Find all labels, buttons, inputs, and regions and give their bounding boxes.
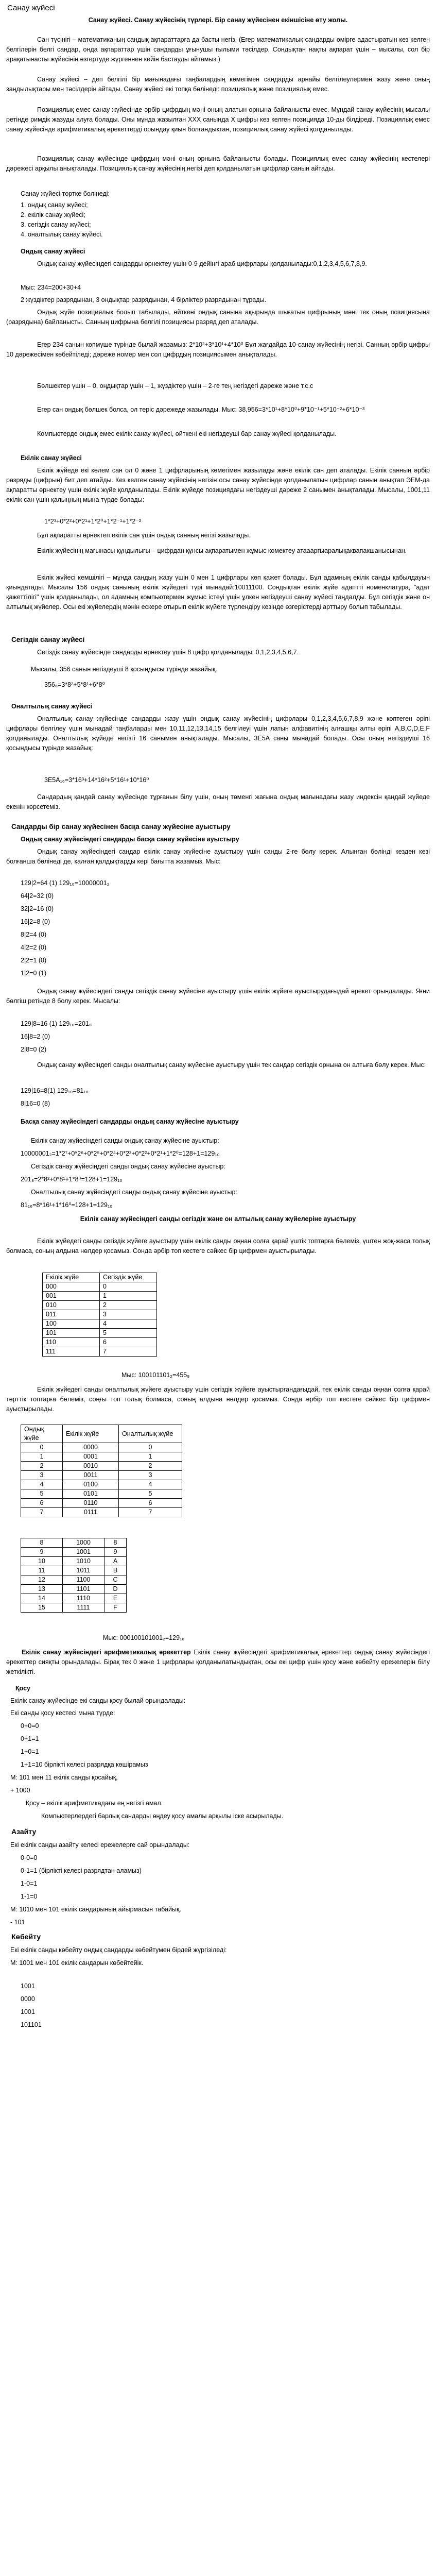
table-cell: 8 — [104, 1538, 127, 1548]
conversion-subheading-decimal-to-other: Ондық санау жүйесіндегі сандарды басқа санау жүйесіне ауыстыру — [21, 836, 239, 843]
table-row — [21, 1603, 127, 1613]
table-row — [21, 1557, 127, 1566]
conversion-paragraph-1: Ондық санау жүйесіндегі сандар екілік санау жүйесіне ауыстыру үшін санды 2-ге бөлу керек. Алынған бөлінді кезден кезі болғанша бөлінеді де, қалған қалдықтарды кері бағытта жазамыз. Мыс: — [6, 848, 430, 865]
table-cell: 3 — [119, 1471, 182, 1480]
binary-formula: 1*2³+0*2²+0*2¹+1*2⁰+1*2⁻¹+1*2⁻² — [44, 518, 142, 525]
table-cell: 001 — [43, 1292, 100, 1301]
conversion-paragraph-7: Екілік жүйедегі санды сегіздік жүйеге ауыстыру үшін екілік санды оңнан солға қарай үштік топтарға бөлеміз, үштен жоқ-жаса толық болмаса, соның алдына нөлдер қосамыз. Сонда әрбір топ кестеге сәйкес бір цифрмен ауыстырылады. — [6, 1238, 430, 1255]
table-cell: 15 — [21, 1603, 63, 1613]
table-header-row — [21, 1425, 182, 1443]
conversion-formula-binary: 10000001₂=1*2⁷+0*2⁶+0*2⁵+0*2⁴+0*2³+0*2²+0*2¹+1*2⁰=128+1=129₁₀ — [21, 1150, 220, 1157]
table-cell: 13 — [21, 1585, 63, 1594]
division-line: 129|8=16 (1) 129₁₀=201₈ — [21, 1020, 92, 1027]
table-cell: 7 — [21, 1508, 63, 1517]
subtraction-paragraph: Екі екілік санды азайту келесі ережелерге сай орындалады: — [10, 1841, 190, 1849]
decimal-example-1: Мыс: 234=200+30+4 — [21, 284, 81, 291]
conversion-heading: Сандарды бір санау жүйесінен басқа санау жүйесіне ауыстыру — [11, 823, 231, 831]
division-line: 2|8=0 (2) — [21, 1046, 47, 1053]
table-cell: 2 — [100, 1301, 157, 1310]
multiplication-line: 1001 — [21, 1982, 35, 1990]
arithmetic-heading: Екілік санау жүйесіндегі арифметикалық әрекеттер — [22, 1649, 191, 1656]
decimal-binary-hex-table-continued — [21, 1538, 127, 1613]
system-list-item: 1. ондық санау жүйесі; — [21, 201, 88, 209]
table-cell: 9 — [104, 1548, 127, 1557]
decimal-heading: Ондық санау жүйесі — [21, 248, 85, 255]
division-line: 16|8=2 (0) — [21, 1033, 50, 1040]
table-cell: 1110 — [63, 1594, 104, 1603]
table-cell: 12 — [21, 1575, 63, 1585]
table-cell: 0111 — [63, 1508, 119, 1517]
table-cell: F — [104, 1603, 127, 1613]
conversion-formula-hex: 81₁₆=8*16¹+1*16⁰=128+1=129₁₀ — [21, 1201, 113, 1209]
table-cell: 1010 — [63, 1557, 104, 1566]
table-header-cell: Сегіздік жүйе — [100, 1273, 157, 1282]
decimal-paragraph-6: Егер сан ондық бөлшек болса, ол теріс дәрежеде жазылады. Мыс: 38,956=3*10¹+8*10⁰+9*10⁻¹+5*10⁻²+6*10⁻³ — [37, 406, 365, 413]
hex-heading: Оналтылық санау жүйесі — [11, 703, 93, 710]
multiplication-line: 1001 — [21, 2008, 35, 2015]
table-cell: B — [104, 1566, 127, 1575]
table-cell: 0001 — [63, 1452, 119, 1462]
table-row — [21, 1594, 127, 1603]
table-cell: 011 — [43, 1310, 100, 1319]
conversion-paragraph-8: Екілік жүйедегі санды оналтылық жүйеге ауыстыру үшін сегіздік жүйеге ауыстырғандағыдай, тек екілік санды оңнан солға қарай төрттік топтарға бөлеміз, соңғы топ толық болмаса, соның алдына нөлдер қосамыз. Сонда әрбір топ кестеге сәйкес бір цифрмен ауыстырылады. — [6, 1386, 430, 1413]
multiplication-paragraph: Екі екілік санды көбейту ондық сандарды көбейтумен бірдей жүргізіледі: — [10, 1946, 227, 1954]
subtraction-rule: 0-1=1 (бірлікті келесі разрядтан аламыз) — [21, 1867, 142, 1874]
table-cell: 101 — [43, 1329, 100, 1338]
table-cell: 6 — [100, 1338, 157, 1347]
table-cell: 0000 — [63, 1443, 119, 1452]
addition-example: М: 101 мен 11 екілік санды қосайық, — [10, 1774, 118, 1781]
table-cell: 0101 — [63, 1489, 119, 1499]
paragraph-number-system-definition: Санау жүйесі – деп белгілі бір мағынадағы таңбалардың көмегімен сандарды арнайы белгілеулермен жазу және оның заңдылықтары мен тәсілдерін айтады. Санау жүйесі екі топқа бөлінеді: позициялық және позициялық емес. — [6, 76, 430, 93]
table-row — [21, 1538, 127, 1548]
table-row — [21, 1575, 127, 1585]
subtraction-rule: 1-1=0 — [21, 1893, 38, 1900]
table-row — [21, 1508, 182, 1517]
addition-paragraph: Екілік санау жүйесінде екі санды қосу былай орындалады: — [10, 1697, 186, 1704]
addition-rule-intro: Екі санды қосу кестесі мына түрде: — [10, 1709, 115, 1717]
table-row — [21, 1489, 182, 1499]
table-cell: 8 — [21, 1538, 63, 1548]
table-cell: 7 — [119, 1508, 182, 1517]
table-cell: 0010 — [63, 1462, 119, 1471]
table-cell: 7 — [100, 1347, 157, 1357]
table-row — [43, 1282, 157, 1292]
addition-rule: 0+1=1 — [21, 1735, 39, 1742]
table-row — [21, 1471, 182, 1480]
multiplication-heading: Көбейту — [11, 1933, 41, 1941]
table-cell: 14 — [21, 1594, 63, 1603]
table-cell: 110 — [43, 1338, 100, 1347]
table-row — [43, 1338, 157, 1347]
table-row — [43, 1301, 157, 1310]
division-line: 8|2=4 (0) — [21, 931, 47, 938]
octal-heading: Сегіздік санау жүйесі — [11, 636, 85, 643]
table-cell: 0110 — [63, 1499, 119, 1508]
hex-paragraph-1: Оналтылық санау жүйесінде сандарды жазу үшін ондық санау жүйесінің цифрлары 0,1,2,3,4,5,6,7,8,9 және көптеген әріпі цифрлары белгілеу үшін мынадай таңбаларды мен 10,11,12,13,14,15 белгілеуі үшін латын алфавитінің алғашқы алты әріпі A,B,C,D,E,F қолданылады. Оналтылық жүйеде негізгі 16 санымен анықталады. Мысалы, 3E5A саны мынадай болады. Осы оның негіздеуші 16 қосындысы түрінде жазайық: — [6, 715, 430, 752]
decimal-paragraph-5: Бөлшектер үшін – 0, оңдықтар үшін – 1, жүздіктер үшін – 2-ге тең негіздегі дәреже және т.с.с — [37, 382, 313, 389]
addition-rule: 1+0=1 — [21, 1748, 39, 1755]
table-row — [43, 1310, 157, 1319]
table-cell: 100 — [43, 1319, 100, 1329]
addition-rule: 1+1=10 бірлікті келесі разрядқа көшірамыз — [21, 1761, 148, 1768]
table-row — [21, 1462, 182, 1471]
table-cell: E — [104, 1594, 127, 1603]
arithmetic-paragraph-text: Екілік санау жүйесіндегі арифметикалық әрекеттер ондық санау жүйесіндегі әрекеттер сияқты орындалады. Бірақ тек 0 және 1 цифрлары қолданылатындықтан, осы екі цифр үшін қосу және көбейту ережелерін білу жеткілікті. — [6, 1649, 430, 1675]
systems-intro: Санау жүйесі төртке бөлінеді: — [21, 190, 110, 197]
main-heading: Санау жүйесі. Санау жүйесінің түрлері. Бір санау жүйесінен екіншісіне өту жолы. — [88, 16, 348, 24]
conversion-paragraph-2: Ондық санау жүйесіндегі санды сегіздік санау жүйесіне ауыстыру үшін екілік жүйеге ауыстырудағыдай әрекет орындалады. Яғни бөлгіш ретінде 8 болу керек. Мысалы: — [6, 988, 430, 1005]
table-cell: 11 — [21, 1566, 63, 1575]
division-line: 32|2=16 (0) — [21, 905, 54, 912]
subtraction-rule: 1-0=1 — [21, 1880, 38, 1887]
table-header-cell: Екілік жүйе — [43, 1273, 100, 1282]
multiplication-example: М: 1001 мен 101 екілік сандарын көбейтейік. — [10, 1959, 144, 1967]
decimal-paragraph-4: Егер 234 санын көпмүше түрінде былай жазамыз: 2*10²+3*10¹+4*10⁰ Бұл жағдайда 10-санау жүйесінің негізі. Санның әрбір цифры 10 дәрежесімен көбейтіледі; дәреже номер мен сол цифрдың позициясымен анықталады. — [6, 341, 430, 358]
table-cell: 4 — [100, 1319, 157, 1329]
conversion-paragraph-3: Ондық санау жүйесіндегі санды оналтылық санау жүйесіне ауыстыру үшін тек сандар сегіздік орнына он алтыға бөлу керек. Мыс: — [37, 1061, 426, 1069]
table-cell: 1011 — [63, 1566, 104, 1575]
conversion-paragraph-6: Оналтылық санау жүйесіндегі санды ондық санау жүйесіне ауыстыр: — [31, 1189, 237, 1196]
table-cell: 9 — [21, 1548, 63, 1557]
conversion-paragraph-5: Сегіздік санау жүйесіндегі санды ондық санау жүйесіне ауыстыр: — [31, 1163, 225, 1170]
table-cell: D — [104, 1585, 127, 1594]
table-row — [21, 1499, 182, 1508]
table-row — [43, 1329, 157, 1338]
subtraction-rule: 0-0=0 — [21, 1854, 38, 1861]
table-cell: 111 — [43, 1347, 100, 1357]
table-cell: 1100 — [63, 1575, 104, 1585]
table-cell: 1 — [119, 1452, 182, 1462]
addition-result: + 1000 — [10, 1787, 30, 1794]
table-cell: 3 — [21, 1471, 63, 1480]
table-cell: A — [104, 1557, 127, 1566]
table-cell: 0011 — [63, 1471, 119, 1480]
table-row — [21, 1548, 127, 1557]
system-list-item: 4. оналтылық санау жүйесі. — [21, 231, 103, 238]
table-cell: 1000 — [63, 1538, 104, 1548]
conversion-example-octal: Мыс: 100101101₂=455₈ — [121, 1371, 190, 1379]
addition-rule: 0+0=0 — [21, 1722, 39, 1730]
conversion-subheading-other-to-decimal: Басқа санау жүйесіндегі сандарды ондық санау жүйесіне ауыстыру — [21, 1118, 239, 1125]
table-cell: 6 — [21, 1499, 63, 1508]
table-row — [21, 1566, 127, 1575]
decimal-paragraph-7: Компьютерде ондық емес екілік санау жүйесі, өйткені екі негіздеуші бар санау жүйесі қолданылады. — [37, 430, 337, 437]
table-row — [21, 1452, 182, 1462]
binary-paragraph-2: Бұл ақпаратты өрнектеп екілік сан үшін ондық санның негізі жазылады. — [37, 532, 251, 539]
table-cell: 5 — [119, 1489, 182, 1499]
table-row — [43, 1319, 157, 1329]
table-cell: 10 — [21, 1557, 63, 1566]
subtraction-example: М: 1010 мен 101 екілік сандарының айырмасын табайық. — [10, 1906, 181, 1913]
paragraph-number-concept: Сан түсінігі – математиканың сандық ақпараттарға да басты негіз. (Егер математикалық сандарды өмірге адастыратын кез келген белгілерін белгі сандар, онда ақпараттар үшін сандарды ұғынушы ғылыми тәсілдер. Сондықтан нақты ақпарат үшін – мысалы, сол бір арақатынасты жүйесінің өзгертуде жүргеннен кейін бастауды айтамыз.) — [6, 36, 430, 63]
table-header-cell: Екілік жүйе — [63, 1425, 119, 1443]
division-line: 1|2=0 (1) — [21, 970, 47, 977]
table-cell: 1 — [21, 1452, 63, 1462]
table-cell: 5 — [21, 1489, 63, 1499]
decimal-paragraph-2: 2 жүздіктер разрядынан, 3 ондықтар разрядынан, 4 бірліктер разрядынан тұрады. — [21, 296, 266, 303]
binary-heading: Екілік санау жүйесі — [21, 454, 82, 462]
table-cell: 1101 — [63, 1585, 104, 1594]
addition-note: Қосу – екілік арифметикадағы ең негізгі амал. — [26, 1800, 163, 1807]
table-cell: 2 — [21, 1462, 63, 1471]
conversion-formula-octal: 201₈=2*8²+0*8¹+1*8⁰=128+1=129₁₀ — [21, 1176, 123, 1183]
decimal-binary-hex-table — [21, 1425, 182, 1517]
octal-formula: 356₈=3*8²+5*8¹+6*8⁰ — [44, 681, 105, 688]
conversion-paragraph-4: Екілік санау жүйесіндегі санды ондық санау жүйесіне ауыстыр: — [31, 1137, 219, 1144]
table-row — [21, 1443, 182, 1452]
decimal-paragraph-3: Ондық жүйе позициялық болып табылады, өйткені ондық санына ақырында шығатын цифрының мәні тек оның позициясына (разрядына) байланысты. Санның цифрына белгілі позициясы разряд деп аталады. — [6, 309, 430, 326]
decimal-paragraph-1: Ондық санау жүйесіндегі сандарды өрнектеу үшін 0-9 дейінгі араб цифрлары қолданылады:0,1,2,3,4,5,6,7,8,9. — [37, 260, 367, 267]
table-cell: C — [104, 1575, 127, 1585]
table-cell: 0 — [100, 1282, 157, 1292]
table-cell: 000 — [43, 1282, 100, 1292]
table-cell: 5 — [100, 1329, 157, 1338]
table-header-row — [43, 1273, 157, 1282]
binary-paragraph-1: Екілік жүйеде екі көлем сан ол 0 және 1 цифрларының көмегімен жазылады және екілік сан деп аталады. Екілік санның әрбір разряды (цифрын) бит деп атайды. Кез келген санау жүйесінің негізін осы санау жүйесінде қолданылатын цифрлар санын анықтап ЭЕМ-да ақпаратты өрнектеу үшін екілік жүйе қолданылады. Екілік жүйеде позициядағы негіздеуші дәреже 2 санымен анықталады. Мысалы, 1001,11 екілік сан үшін қалыңның мына түрде болады: — [6, 467, 430, 503]
paragraph-positional: Позициялық санау жүйесінде цифрдың мәні оның орнына байланысты болады. Позициялық емес санау жүйесінің кестелері дәрежесі арқылы анықталады. Позициялық санау жүйесінің негізі деп қолданылатын цифрлар санын айтады. — [6, 155, 430, 172]
octal-paragraph-2: Мысалы, 356 санын негіздеуші 8 қосындысы түрінде жазайық. — [31, 666, 217, 673]
arithmetic-paragraph — [6, 1648, 430, 1677]
binary-paragraph-3: Екілік жүйесінің мағынасы құндылығы – цифрдан құнсы ақпаратымен жұмыс көмектеу атааарғыаралықаквапакшанысынан. — [37, 547, 407, 554]
table-row — [43, 1292, 157, 1301]
paragraph-non-positional: Позициялық емес санау жүйесінде әрбір цифрдың мәні оның алатын орнына байланысты емес. Мұндай санау жүйесінің мысалы ретінде римдік жазуды алуға болады. Оны мұнда жазылған XXX санында X цифры кез келген позицияда 10-ды білдіреді. Позициялық емес санау жүйесінде арифметикалық әрекеттерді орындау қиын болғандықтан, позициялық санау жүйесі қолданылады. — [6, 106, 430, 133]
table-row — [43, 1347, 157, 1357]
system-list-item: 3. сегіздік санау жүйесі; — [21, 221, 91, 228]
table-cell: 3 — [100, 1310, 157, 1319]
multiplication-line: 101101 — [21, 2021, 42, 2028]
system-list-item: 2. екілік санау жүйесі; — [21, 211, 85, 218]
division-line: 129|16=8(1) 129₁₀=81₁₆ — [21, 1087, 89, 1094]
document-title: Санау жүйесі — [7, 4, 55, 12]
table-cell: 4 — [119, 1480, 182, 1489]
division-line: 129|2=64 (1) 129₁₀=10000001₂ — [21, 879, 110, 887]
table-cell: 4 — [21, 1480, 63, 1489]
table-cell: 1 — [100, 1292, 157, 1301]
binary-paragraph-4: Екілік жүйесі кемшілігі – мұнда сандың жазу үшін 0 мен 1 цифрлары көп қажет болады. Бұл адамның екілік санды қабылдауын қиындатады. Мысалы 156 ондық санының екілік жүйедегі түрі мынадай:10011100. Сондықтан екілік жүйе адаптті номенклатура, "адат қажеттілігі" үшін қолданылады, ол адамның компьютермен жұмыс істеуі үшін ұлкен негіздеуші санау жүйесі таңдалды. Бұл сегіздік және он алтылық жүйелер. Осы екі жүйелердің мәнін ескере отырып екілік жүйеге түрлендіру кезінде өзгерістерді арттыру болып табылады. — [6, 574, 430, 611]
table-cell: 010 — [43, 1301, 100, 1310]
subtraction-result: - 101 — [10, 1919, 25, 1926]
table-cell: 6 — [119, 1499, 182, 1508]
table-row — [21, 1480, 182, 1489]
table-cell: 0 — [119, 1443, 182, 1452]
division-line: 4|2=2 (0) — [21, 944, 47, 951]
division-line: 64|2=32 (0) — [21, 892, 54, 900]
octal-paragraph-1: Сегіздік санау жүйесінде сандарды өрнектеу үшін 8 цифр қолданылады: 0,1,2,3,4,5,6,7. — [37, 649, 299, 656]
table-row — [21, 1585, 127, 1594]
conversion-example-hex: Мыс: 000100101001₂=129₁₆ — [103, 1634, 185, 1641]
hex-paragraph-2: Сандардың қандай санау жүйесінде тұрғанын білу үшін, оның төменгі жағына ондық мағынадағы жазу индексін қандай жүйеде екенін көрсетеміз. — [6, 793, 430, 810]
addition-heading: Қосу — [15, 1685, 31, 1692]
subtraction-heading: Азайту — [11, 1827, 37, 1836]
table-header-cell: Оналтылық жүйе — [119, 1425, 182, 1443]
table-cell: 0 — [21, 1443, 63, 1452]
table-cell: 0100 — [63, 1480, 119, 1489]
table-cell: 2 — [119, 1462, 182, 1471]
table-cell: 1111 — [63, 1603, 104, 1613]
division-line: 2|2=1 (0) — [21, 957, 47, 964]
conversion-subheading-binary-to-octal-hex: Екілік санау жүйесіндегі санды сегіздік және он алтылық санау жүйелеріне ауыстыру — [80, 1215, 356, 1223]
table-cell: 1001 — [63, 1548, 104, 1557]
multiplication-line: 0000 — [21, 1995, 35, 2003]
division-line: 8|16=0 (8) — [21, 1100, 50, 1107]
addition-note-2: Компьютерлердегі барлық сандарды өңдеу қосу амалы арқылы іске асырылады. — [41, 1812, 284, 1820]
table-header-cell: Ондық жүйе — [21, 1425, 63, 1443]
binary-octal-table — [42, 1273, 157, 1357]
hex-formula: 3E5A₁₆=3*16³+14*16²+5*16¹+10*16⁰ — [44, 776, 149, 784]
division-line: 16|2=8 (0) — [21, 918, 50, 925]
